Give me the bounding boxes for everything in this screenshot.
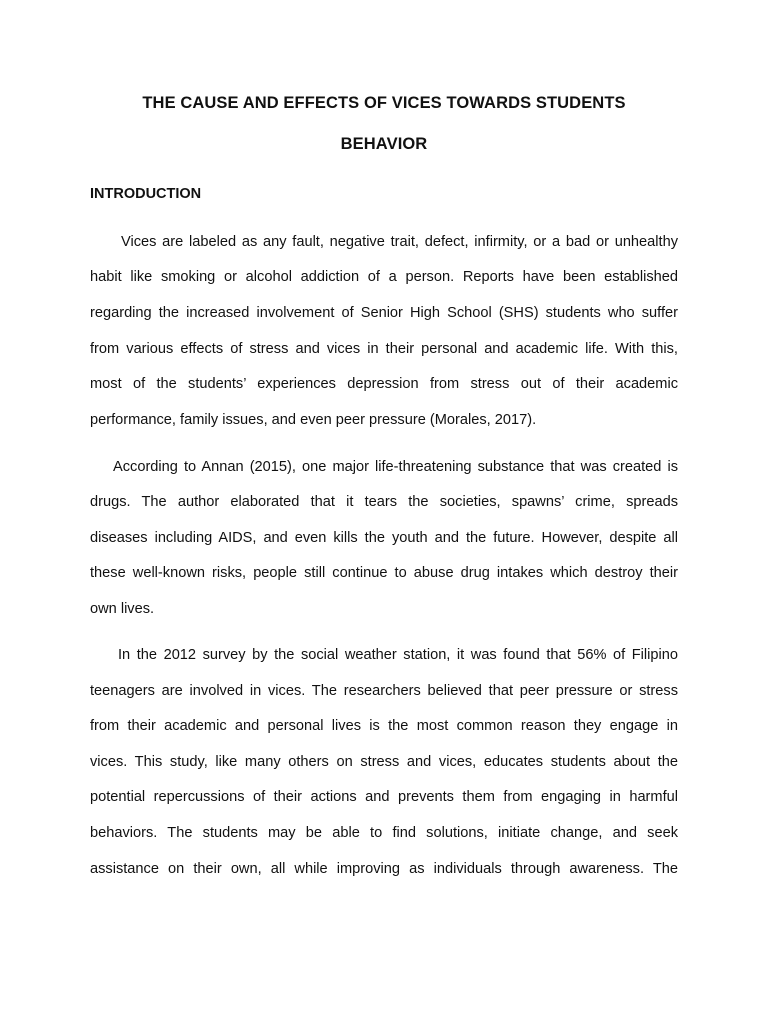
paragraph-line: In the 2012 survey by the social weather station, it was found that 56% of Filipino: [118, 647, 678, 663]
paragraph-line: behaviors. The students may be able to find solutions, initiate change, and seek: [90, 825, 678, 841]
paragraph-line: potential repercussions of their actions and prevents them from engaging in harmful: [90, 789, 678, 805]
paragraph-line: assistance on their own, all while improving as individuals through awareness. The: [90, 861, 678, 877]
paragraph-line: habit like smoking or alcohol addiction of a person. Reports have been established: [90, 269, 678, 285]
paragraph-line: performance, family issues, and even peer pressure (Morales, 2017).: [90, 412, 537, 428]
paragraph-line: Vices are labeled as any fault, negative trait, defect, infirmity, or a bad or unhealthy: [121, 234, 678, 250]
paragraph-line: regarding the increased involvement of Senior High School (SHS) students who suffer: [90, 305, 678, 321]
paragraph-line: these well-known risks, people still continue to abuse drug intakes which destroy their: [90, 565, 678, 581]
paragraph-line: own lives.: [90, 601, 155, 617]
paragraph-line: from various effects of stress and vices in their personal and academic life. With this,: [90, 341, 678, 357]
section-heading: INTRODUCTION: [90, 186, 202, 202]
paragraph-line: teenagers are involved in vices. The researchers believed that peer pressure or stress: [90, 683, 678, 699]
paragraph-line: most of the students’ experiences depression from stress out of their academic: [90, 376, 678, 392]
paragraph-line: According to Annan (2015), one major life-threatening substance that was created is: [113, 459, 678, 475]
paragraph-line: drugs. The author elaborated that it tears the societies, spawns’ crime, spreads: [90, 494, 678, 510]
paragraph-line: from their academic and personal lives is the most common reason they engage in: [90, 718, 678, 734]
paragraph-line: vices. This study, like many others on stress and vices, educates students about the: [90, 754, 678, 770]
document-title-line-2: BEHAVIOR: [340, 135, 428, 153]
paragraph-line: diseases including AIDS, and even kills the youth and the future. However, despite all: [90, 530, 678, 546]
document-title-line-1: THE CAUSE AND EFFECTS OF VICES TOWARDS STUDENTS: [142, 94, 626, 112]
